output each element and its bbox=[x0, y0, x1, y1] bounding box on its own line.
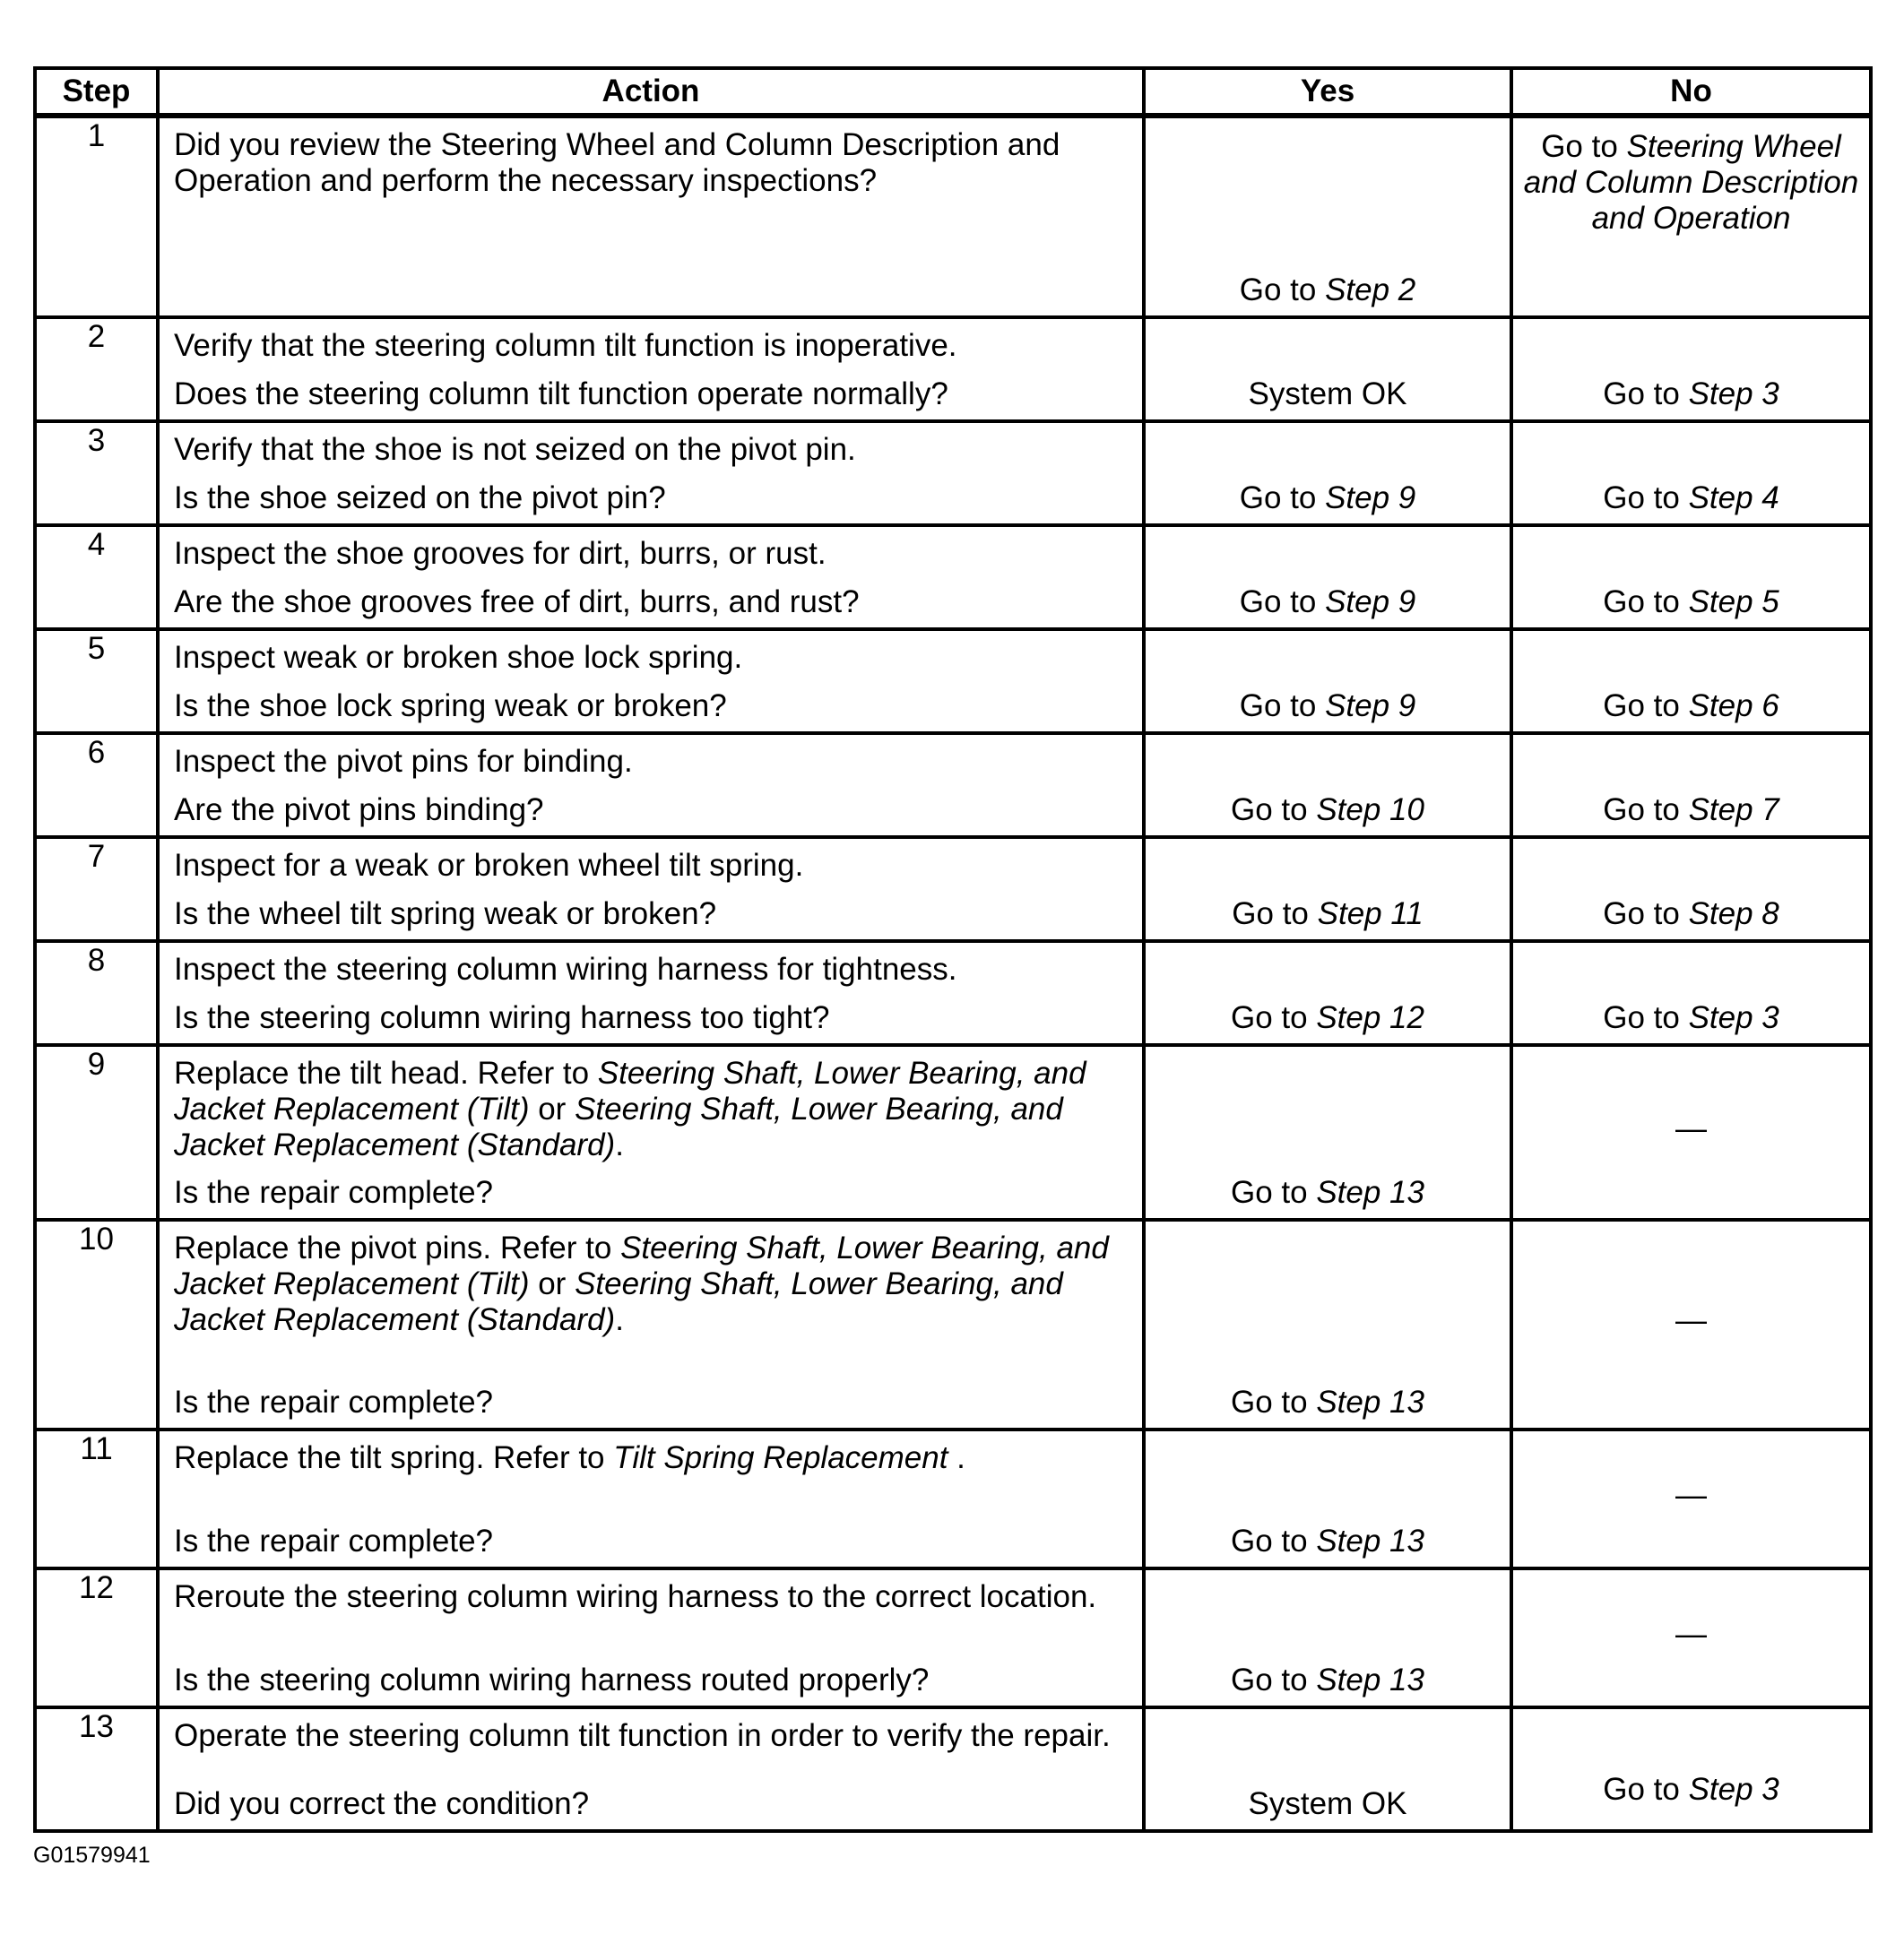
yes-cell bbox=[1144, 941, 1511, 1045]
action-cell bbox=[158, 317, 1144, 421]
yes-step-ref: Step 13 bbox=[1316, 1385, 1424, 1420]
no-prefix: Go to bbox=[1603, 584, 1689, 619]
action-text: Inspect for a weak or broken wheel tilt spring. bbox=[174, 848, 804, 883]
diagnostic-table bbox=[33, 66, 1873, 1833]
no-prefix: Go to bbox=[1603, 896, 1689, 931]
action-text: Verify that the steering column tilt function is inoperative. bbox=[174, 328, 957, 363]
action-cell bbox=[158, 1430, 1144, 1568]
action-text: Inspect weak or broken shoe lock spring. bbox=[174, 640, 743, 675]
yes-step-ref: Step 9 bbox=[1325, 584, 1416, 619]
action-text: Reroute the steering column wiring harness to the correct location. bbox=[174, 1579, 1097, 1614]
no-prefix: Go to bbox=[1541, 129, 1627, 164]
action-ref: Tilt Spring Replacement bbox=[613, 1440, 948, 1475]
table-row bbox=[35, 525, 1871, 629]
no-ref: Steering Wheel and Column Description and Operation bbox=[1523, 129, 1859, 236]
yes-prefix: Go to bbox=[1239, 272, 1326, 307]
yes-cell bbox=[1144, 1430, 1511, 1568]
action-text: Inspect the steering column wiring harness for tightness. bbox=[174, 952, 957, 987]
no-cell bbox=[1511, 1430, 1871, 1568]
no-step-ref: Step 3 bbox=[1688, 376, 1779, 411]
yes-cell bbox=[1144, 733, 1511, 837]
action-ref: Steering Shaft, Lower Bearing, and Jacket Replacement (Tilt) bbox=[174, 1231, 1109, 1301]
no-cell bbox=[1511, 1045, 1871, 1220]
action-question: Are the shoe grooves free of dirt, burrs, and rust? bbox=[174, 584, 860, 619]
no-dash: — bbox=[1675, 1303, 1707, 1338]
header-row bbox=[35, 68, 1871, 116]
action-text: Did you review the Steering Wheel and Column Description and Operation and perform the necessary inspections? bbox=[174, 127, 1060, 198]
action-cell bbox=[158, 116, 1144, 317]
no-prefix: Go to bbox=[1603, 1000, 1689, 1035]
no-step-ref: Step 7 bbox=[1688, 792, 1779, 827]
yes-prefix: Go to bbox=[1239, 688, 1326, 723]
action-question: Did you correct the condition? bbox=[174, 1786, 590, 1821]
no-step-ref: Step 6 bbox=[1688, 688, 1779, 723]
action-cell bbox=[158, 1220, 1144, 1430]
yes-cell bbox=[1144, 629, 1511, 733]
action-question: Is the repair complete? bbox=[174, 1175, 494, 1210]
action-text: Verify that the shoe is not seized on the pivot pin. bbox=[174, 432, 856, 467]
no-dash: — bbox=[1675, 1616, 1707, 1652]
action-question: Is the shoe seized on the pivot pin? bbox=[174, 480, 666, 515]
yes-prefix: Go to bbox=[1231, 1663, 1317, 1697]
action-question: Is the shoe lock spring weak or broken? bbox=[174, 688, 727, 723]
table-row bbox=[35, 317, 1871, 421]
no-prefix: Go to bbox=[1603, 688, 1689, 723]
yes-cell bbox=[1144, 116, 1511, 317]
step-number: 13 bbox=[35, 1707, 158, 1831]
action-cell bbox=[158, 1045, 1144, 1220]
yes-prefix: Go to bbox=[1232, 896, 1318, 931]
yes-text: System OK bbox=[1248, 1786, 1407, 1821]
step-number: 9 bbox=[35, 1045, 158, 1220]
figure-code: G01579941 bbox=[33, 1843, 151, 1868]
step-number: 2 bbox=[35, 317, 158, 421]
no-cell bbox=[1511, 1707, 1871, 1831]
header-yes: Yes bbox=[1144, 68, 1511, 116]
action-text: Inspect the shoe grooves for dirt, burrs, or rust. bbox=[174, 536, 827, 571]
yes-prefix: Go to bbox=[1231, 1175, 1317, 1210]
table-row bbox=[35, 1707, 1871, 1831]
no-cell bbox=[1511, 1568, 1871, 1707]
yes-step-ref: Step 13 bbox=[1316, 1175, 1424, 1210]
action-text-prefix: Replace the tilt head. Refer to bbox=[174, 1056, 598, 1091]
action-ref: Steering Shaft, Lower Bearing, and Jacket Replacement (Standard) bbox=[174, 1092, 1063, 1162]
yes-prefix: Go to bbox=[1239, 480, 1326, 515]
action-text bbox=[174, 1440, 1131, 1476]
header-action: Action bbox=[158, 68, 1144, 116]
action-cell bbox=[158, 733, 1144, 837]
action-question: Is the repair complete? bbox=[174, 1385, 494, 1420]
yes-prefix: Go to bbox=[1239, 584, 1326, 619]
action-cell bbox=[158, 421, 1144, 525]
diagnostic-table-container bbox=[33, 66, 1869, 1833]
no-prefix: Go to bbox=[1603, 376, 1689, 411]
table-row bbox=[35, 116, 1871, 317]
yes-step-ref: Step 9 bbox=[1325, 480, 1416, 515]
action-end: . bbox=[615, 1302, 624, 1337]
table-row bbox=[35, 1430, 1871, 1568]
action-question: Does the steering column tilt function operate normally? bbox=[174, 376, 948, 411]
step-number: 6 bbox=[35, 733, 158, 837]
action-text: Operate the steering column tilt function in order to verify the repair. bbox=[174, 1718, 1111, 1753]
no-step-ref: Step 4 bbox=[1688, 480, 1779, 515]
no-step-ref: Step 8 bbox=[1688, 896, 1779, 931]
no-cell bbox=[1511, 629, 1871, 733]
no-cell bbox=[1511, 941, 1871, 1045]
no-step-ref: Step 5 bbox=[1688, 584, 1779, 619]
header-step: Step bbox=[35, 68, 158, 116]
action-question: Is the steering column wiring harness too tight? bbox=[174, 1000, 830, 1035]
header-no: No bbox=[1511, 68, 1871, 116]
table-row bbox=[35, 733, 1871, 837]
yes-prefix: Go to bbox=[1231, 1524, 1317, 1559]
action-text bbox=[174, 1231, 1131, 1338]
no-cell bbox=[1511, 525, 1871, 629]
table-row bbox=[35, 1045, 1871, 1220]
no-prefix: Go to bbox=[1603, 1772, 1689, 1807]
yes-cell bbox=[1144, 1045, 1511, 1220]
step-number: 7 bbox=[35, 837, 158, 941]
yes-step-ref: Step 9 bbox=[1325, 688, 1416, 723]
action-ref: Steering Shaft, Lower Bearing, and Jacket Replacement (Tilt) bbox=[174, 1056, 1086, 1127]
action-ref: Steering Shaft, Lower Bearing, and Jacket Replacement (Standard) bbox=[174, 1266, 1063, 1337]
yes-cell bbox=[1144, 837, 1511, 941]
action-cell bbox=[158, 1568, 1144, 1707]
step-number: 1 bbox=[35, 116, 158, 317]
no-prefix: Go to bbox=[1603, 792, 1689, 827]
action-or: or bbox=[529, 1092, 576, 1127]
action-cell bbox=[158, 629, 1144, 733]
table-row bbox=[35, 421, 1871, 525]
yes-prefix: Go to bbox=[1231, 1000, 1317, 1035]
yes-step-ref: Step 2 bbox=[1325, 272, 1416, 307]
no-dash: — bbox=[1675, 1477, 1707, 1513]
action-end: . bbox=[615, 1127, 624, 1162]
yes-step-ref: Step 10 bbox=[1316, 792, 1424, 827]
yes-cell bbox=[1144, 1707, 1511, 1831]
yes-step-ref: Step 12 bbox=[1316, 1000, 1424, 1035]
action-cell bbox=[158, 525, 1144, 629]
yes-prefix: Go to bbox=[1231, 1385, 1317, 1420]
action-text-prefix: Replace the pivot pins. Refer to bbox=[174, 1231, 621, 1266]
yes-text: System OK bbox=[1248, 376, 1407, 411]
action-or: or bbox=[529, 1266, 576, 1301]
step-number: 12 bbox=[35, 1568, 158, 1707]
action-end: . bbox=[948, 1440, 965, 1475]
no-step-ref: Step 3 bbox=[1688, 1772, 1779, 1807]
no-cell bbox=[1511, 116, 1871, 317]
step-number: 10 bbox=[35, 1220, 158, 1430]
yes-cell bbox=[1144, 1220, 1511, 1430]
table-row bbox=[35, 629, 1871, 733]
action-question: Is the wheel tilt spring weak or broken? bbox=[174, 896, 717, 931]
step-number: 8 bbox=[35, 941, 158, 1045]
table-row bbox=[35, 1220, 1871, 1430]
yes-cell bbox=[1144, 1568, 1511, 1707]
action-question: Is the steering column wiring harness routed properly? bbox=[174, 1663, 930, 1697]
action-text: Inspect the pivot pins for binding. bbox=[174, 744, 633, 779]
table-row bbox=[35, 941, 1871, 1045]
action-text-prefix: Replace the tilt spring. Refer to bbox=[174, 1440, 614, 1475]
no-cell bbox=[1511, 317, 1871, 421]
no-cell bbox=[1511, 1220, 1871, 1430]
yes-step-ref: Step 11 bbox=[1317, 896, 1424, 931]
yes-cell bbox=[1144, 525, 1511, 629]
yes-cell bbox=[1144, 317, 1511, 421]
step-number: 5 bbox=[35, 629, 158, 733]
yes-cell bbox=[1144, 421, 1511, 525]
table-row bbox=[35, 1568, 1871, 1707]
step-number: 4 bbox=[35, 525, 158, 629]
no-prefix: Go to bbox=[1603, 480, 1689, 515]
action-question: Is the repair complete? bbox=[174, 1524, 494, 1559]
yes-prefix: Go to bbox=[1231, 792, 1317, 827]
no-step-ref: Step 3 bbox=[1688, 1000, 1779, 1035]
action-cell bbox=[158, 1707, 1144, 1831]
no-cell bbox=[1511, 421, 1871, 525]
no-cell bbox=[1511, 733, 1871, 837]
action-cell bbox=[158, 941, 1144, 1045]
no-dash: — bbox=[1675, 1110, 1707, 1146]
yes-step-ref: Step 13 bbox=[1316, 1663, 1424, 1697]
action-question: Are the pivot pins binding? bbox=[174, 792, 544, 827]
step-number: 11 bbox=[35, 1430, 158, 1568]
action-cell bbox=[158, 837, 1144, 941]
table-row bbox=[35, 837, 1871, 941]
no-cell bbox=[1511, 837, 1871, 941]
action-text bbox=[174, 1056, 1131, 1163]
step-number: 3 bbox=[35, 421, 158, 525]
yes-step-ref: Step 13 bbox=[1316, 1524, 1424, 1559]
